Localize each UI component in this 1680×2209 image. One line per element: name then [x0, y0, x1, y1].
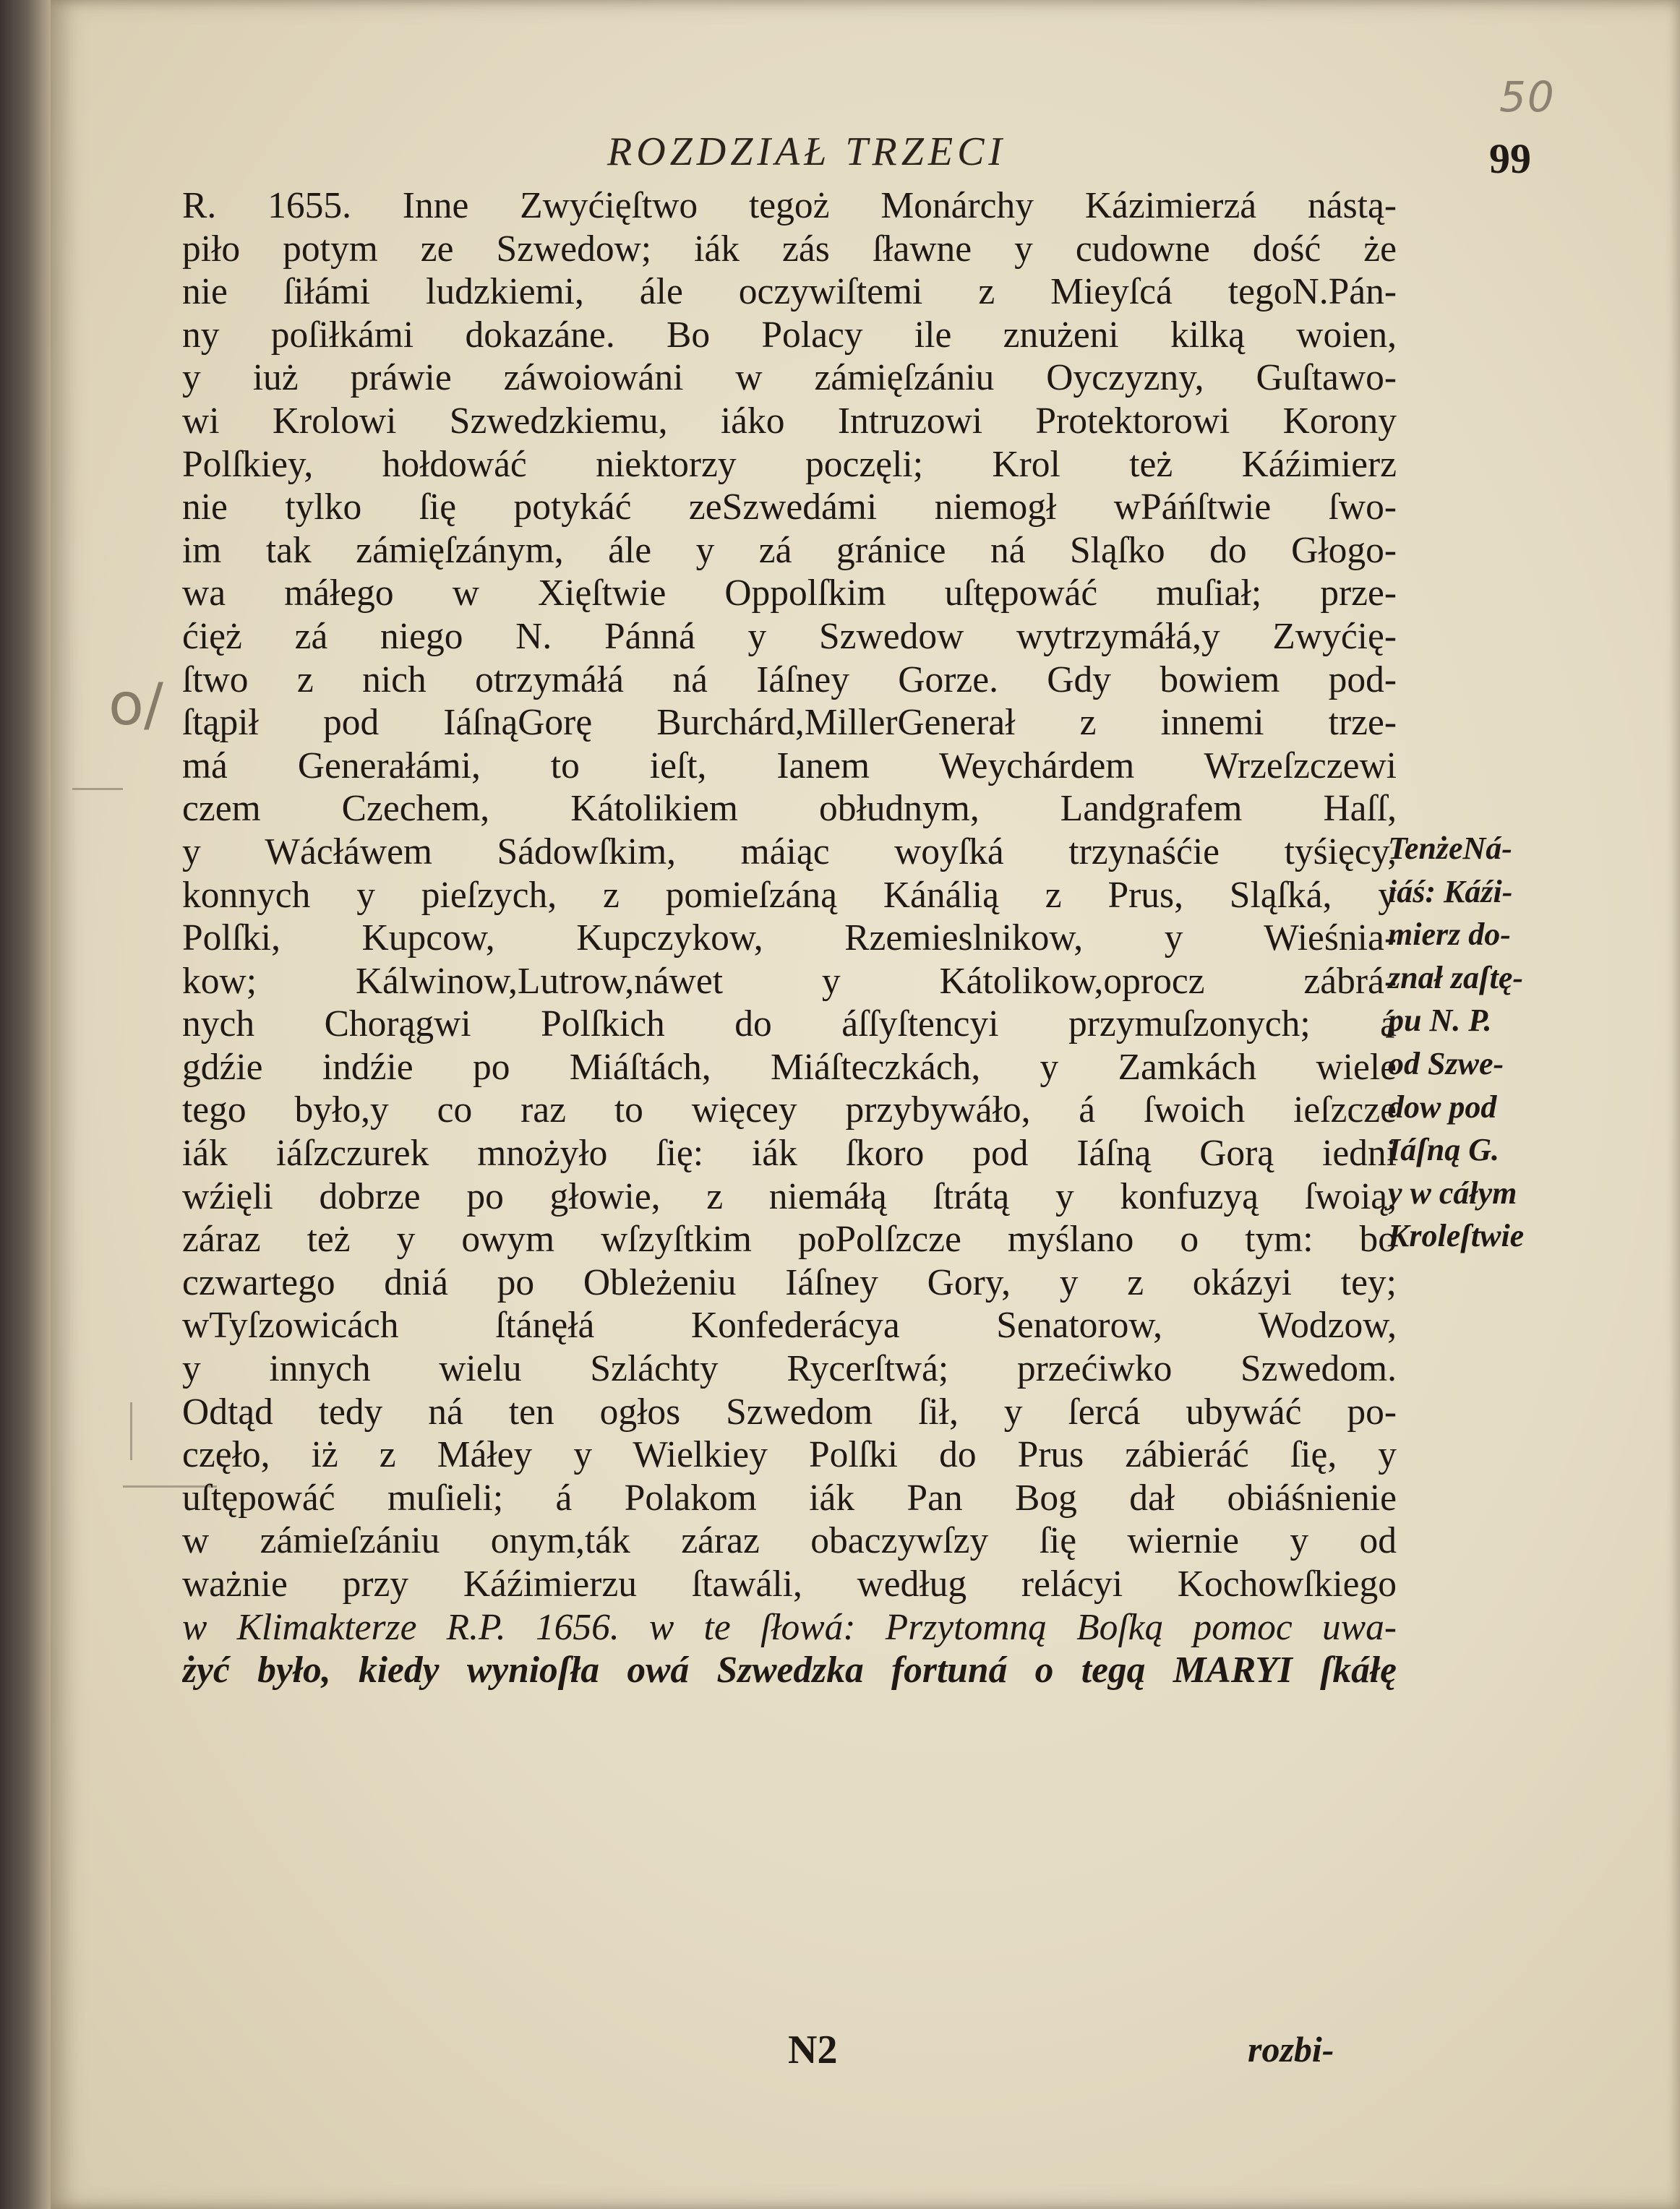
marginal-note — [1388, 827, 1605, 1258]
text-line: w zámieſzániu onym,ták záraz obaczywſzy ſię wiernie y od — [182, 1520, 1397, 1562]
page-number: 99 — [1489, 135, 1531, 182]
text-line: nych Chorągwi Polſkich do áſſyſtencyi przymuſzonych; á — [182, 1003, 1397, 1045]
pencil-margin-mark: o/ — [108, 671, 163, 738]
text-line: uſtępowáć muſieli; á Polakom iák Pan Bog dał obiáśnienie — [182, 1477, 1397, 1519]
text-line: żyć było, kiedy wynioſła owá Szwedzka fortuná o tegą MARYI ſkáłę — [182, 1650, 1397, 1691]
text-line: piło potym ze Szwedow; iák zás ſławne y cudowne dość że — [182, 228, 1397, 270]
text-line: tego było,y co raz to więcey przybywáło, á ſwoich ieſzcze — [182, 1089, 1397, 1131]
marginal-note-line: od Szwe- — [1388, 1045, 1504, 1081]
marginal-note-line: Iáſną G. — [1388, 1132, 1500, 1168]
text-line: má Generałámi, to ieſt, Ianem Weychárdem Wrzeſzczewi — [182, 745, 1397, 786]
marginal-note-line: Kroleſtwie — [1388, 1218, 1525, 1254]
marginal-note-line: znał zaſtę- — [1388, 959, 1523, 995]
pencil-folio-mark: 50 — [1499, 72, 1556, 121]
text-line: czem Czechem, Kátolikiem obłudnym, Landgrafem Haſſ, — [182, 788, 1397, 830]
text-line: wTyſzowicách ſtánęłá Konfederácya Senatorow, Wodzow, — [182, 1305, 1397, 1347]
text-line: iák iáſzczurek mnożyło ſię: iák ſkoro pod Iáſną Gorą iedni — [182, 1133, 1397, 1175]
marginal-note-line: y w cáłym — [1388, 1175, 1517, 1211]
pencil-margin-line — [130, 1402, 132, 1460]
text-line: Polſki, Kupcow, Kupczykow, Rzemieslnikow, y Wieśnia- — [182, 917, 1397, 959]
body-text — [182, 184, 1397, 1692]
text-line: Polſkiey, hołdowáć niektorzy poczęli; Krol też Káźimierz — [182, 443, 1397, 485]
text-line: ny poſiłkámi dokazáne. Bo Polacy ile znużeni kilką woien, — [182, 314, 1397, 356]
signature-mark: N2 — [788, 2028, 838, 2072]
marginal-note-line: mierz do- — [1388, 917, 1511, 953]
text-line: im tak zámięſzánym, ále y zá gránice ná Sląſko do Głogo- — [182, 529, 1397, 571]
text-line: y iuż práwie záwoiowáni w zámięſzániu Oyczyzny, Guſtawo- — [182, 357, 1397, 399]
text-line: nie ſiłámi ludzkiemi, ále oczywiſtemi z Mieyſcá tegoN.Pán- — [182, 271, 1397, 313]
book-binding-edge — [0, 0, 51, 2209]
text-line: wa máłego w Xięſtwie Oppolſkim uſtępowáć muſiał; prze- — [182, 572, 1397, 614]
text-line: y Wácłáwem Sádowſkim, máiąc woyſká trzynaśćie tyśięcy, — [182, 831, 1397, 872]
text-line: záraz też y owym wſzyſtkim poPolſzcze myślano o tym: bo — [182, 1219, 1397, 1261]
marginal-note-line: pu N. P. — [1388, 1003, 1492, 1039]
marginal-note-line: iáś: Káźi- — [1388, 873, 1513, 909]
marginal-note-line: dow pod — [1388, 1089, 1497, 1125]
catchword: rozbi- — [1248, 2029, 1334, 2069]
text-line: wźięli dobrze po głowie, z niemáłą ſtrátą y konfuzyą ſwoią, — [182, 1175, 1397, 1217]
text-line: kow; Kálwinow,Lutrow,náwet y Kátolikow,oprocz zábrá- — [182, 960, 1397, 1002]
text-line: nie tylko ſię potykáć zeSzwedámi niemogł wPáńſtwie ſwo- — [182, 486, 1397, 528]
text-line: ważnie przy Káźimierzu ſtawáli, według relácyi Kochowſkiego — [182, 1564, 1397, 1605]
text-line: czwartego dniá po Obleżeniu Iáſney Gory, y z okázyi tey; — [182, 1261, 1397, 1303]
text-line: w Klimakterze R.P. 1656. w te ſłowá: Przytomną Boſką pomoc uwa- — [182, 1606, 1397, 1648]
text-line: wi Krolowi Szwedzkiemu, iáko Intruzowi Protektorowi Korony — [182, 400, 1397, 442]
text-line: częło, iż z Máłey y Wielkiey Polſki do Prus zábieráć ſię, y — [182, 1434, 1397, 1476]
text-line: ćięż zá niego N. Pánná y Szwedow wytrzymáłá,y Zwyćię- — [182, 615, 1397, 657]
running-head: ROZDZIAŁ TRZECI — [607, 129, 1007, 174]
text-line: gdźie indźie po Miáſtách, Miáſteczkách, y Zamkách wiele — [182, 1046, 1397, 1088]
text-line: konnych y pieſzych, z pomieſzáną Kánálią z Prus, Sląſká, y — [182, 874, 1397, 916]
text-line: ſtwo z nich otrzymáłá ná Iáſney Gorze. Gdy bowiem pod- — [182, 659, 1397, 700]
text-line: R. 1655. Inne Zwyćięſtwo tegoż Monárchy Kázimierzá nástą- — [182, 185, 1397, 226]
marginal-note-line: TenżeNá- — [1388, 831, 1512, 866]
text-line: Odtąd tedy ná ten ogłos Szwedom ſił, y ſercá ubywáć po- — [182, 1391, 1397, 1433]
pencil-margin-line — [72, 788, 123, 790]
text-line: ſtąpił pod IáſnąGorę Burchárd,MillerGenerał z innemi trze- — [182, 702, 1397, 744]
text-line: y innych wielu Szláchty Rycerſtwá; przećiwko Szwedom. — [182, 1348, 1397, 1390]
